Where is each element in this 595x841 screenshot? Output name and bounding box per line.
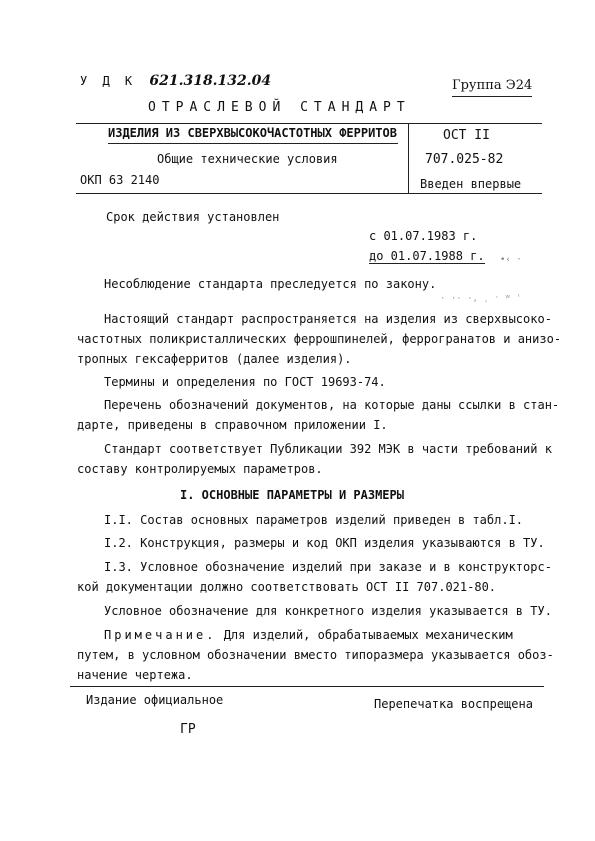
group-code: Группа Э24 xyxy=(452,78,533,93)
udk-label: У Д К xyxy=(80,74,137,88)
note-label: Примечание. xyxy=(104,628,217,642)
group-underline xyxy=(452,96,532,97)
stamp-mark: · ·· ·‚ ˌ ˑ ʷ ʿ xyxy=(440,294,522,304)
validity-from: с 01.07.1983 г. xyxy=(369,229,478,243)
udk-line xyxy=(80,73,271,89)
note-text: Для изделий, обрабатываемых механическим xyxy=(216,628,513,642)
official-edition: Издание официальное xyxy=(86,693,224,707)
scope-paragraph-line: тропных гексаферритов (далее изделия). xyxy=(77,352,352,366)
ost-code: ОСТ II xyxy=(443,128,490,143)
stamp-mark: •‹ · xyxy=(500,255,522,265)
ost-number: 707.025-82 xyxy=(425,152,504,167)
document-subtitle: Общие технические условия xyxy=(157,152,338,166)
footer-rule xyxy=(70,686,544,687)
clause-1-1: I.I. Состав основных параметров изделий приведен в табл.I. xyxy=(104,513,524,527)
introduced-note: Введен впервые xyxy=(420,177,522,191)
validity-to: до 01.07.1988 г. xyxy=(369,249,485,263)
clause-1-3-line: кой документации должно соответствовать ОСТ II 707.021-80. xyxy=(77,580,497,594)
note-line: начение чертежа. xyxy=(77,668,193,682)
section-heading: I. ОСНОВНЫЕ ПАРАМЕТРЫ И РАЗМЕРЫ xyxy=(180,488,404,502)
udk-number: 621.318.132.04 xyxy=(149,73,272,89)
clause-1-2: I.2. Конструкция, размеры и код ОКП изделия указываются в ТУ. xyxy=(104,536,545,550)
product-title-underline xyxy=(108,143,398,144)
refs-paragraph-line: Перечень обозначений документов, на которые даны ссылки в стан- xyxy=(104,398,560,412)
iec-paragraph-line: составу контролируемых параметров. xyxy=(77,462,323,476)
designation-paragraph: Условное обозначение для конкретного изделия указывается в ТУ. xyxy=(104,604,552,618)
note-line: путем, в условном обозначении вместо типоразмера указывается обоз- xyxy=(77,648,554,662)
terms-paragraph: Термины и определения по ГОСТ 19693-74. xyxy=(104,375,386,389)
title-block-bottom-rule xyxy=(76,193,542,194)
gr-mark: ГР xyxy=(180,722,196,737)
validity-label: Срок действия установлен xyxy=(106,210,280,224)
law-notice: Несоблюдение стандарта преследуется по закону. xyxy=(104,277,437,291)
title-block-top-rule xyxy=(76,123,542,124)
product-title: ИЗДЕЛИЯ ИЗ СВЕРХВЫСОКОЧАСТОТНЫХ ФЕРРИТОВ xyxy=(108,126,397,140)
document-category: ОТРАСЛЕВОЙ СТАНДАРТ xyxy=(148,100,411,115)
iec-paragraph-line: Стандарт соответствует Публикации 392 МЭК в части требований к xyxy=(104,442,552,456)
scope-paragraph-line: Настоящий стандарт распространяется на изделия из сверхвысоко- xyxy=(104,312,552,326)
reprint-notice: Перепечатка воспрещена xyxy=(374,697,533,711)
scope-paragraph-line: частотных поликристаллических феррошпинелей, феррогранатов и анизо- xyxy=(77,332,562,346)
refs-paragraph-line: дарте, приведены в справочном приложении I. xyxy=(77,418,388,432)
title-block-divider xyxy=(408,123,409,193)
note-line xyxy=(104,628,513,642)
okp-code: ОКП 63 2140 xyxy=(80,173,160,187)
clause-1-3-line: I.3. Условное обозначение изделий при заказе и в конструкторс- xyxy=(104,560,552,574)
